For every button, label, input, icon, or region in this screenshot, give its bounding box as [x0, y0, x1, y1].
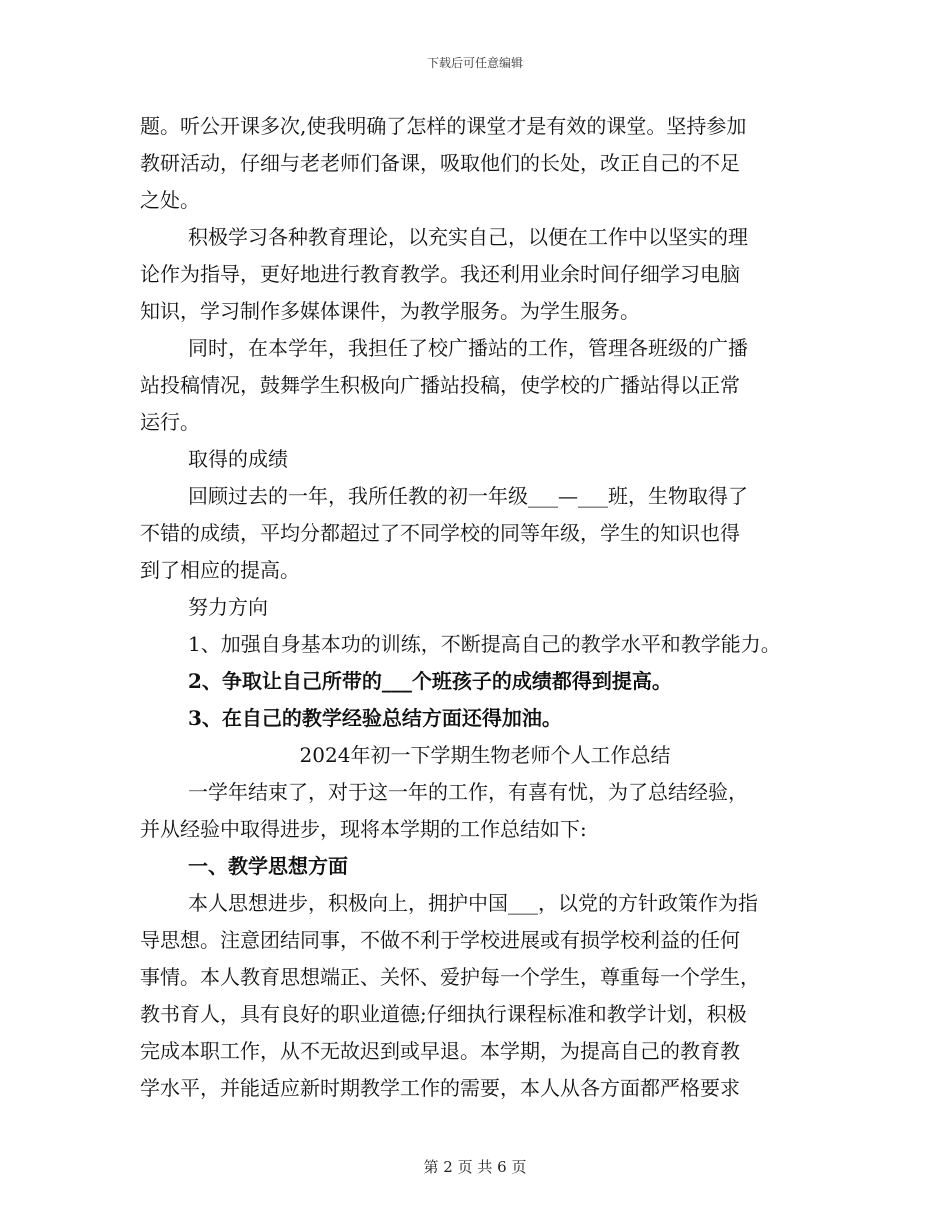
text-line: 运行。 [140, 410, 200, 434]
page-header: 下载后可任意编辑 [426, 56, 523, 70]
section-heading: 一、教学思想方面 [188, 854, 348, 878]
paragraph-start: 一学年结束了，对于这一年的工作，有喜有忧，为了总结经验， [188, 780, 748, 804]
text-line: 导思想。注意团结同事，不做不利于学校进展或有损学校利益的任何 [140, 928, 740, 952]
paragraph-start: 积极学习各种教育理论，以充实自己，以便在工作中以坚实的理 [188, 225, 748, 249]
text-line: 并从经验中取得进步，现将本学期的工作总结如下: [140, 817, 587, 841]
list-item: 3、在自己的教学经验总结方面还得加油。 [188, 706, 562, 730]
text-line: 之处。 [140, 188, 200, 212]
list-item: 1、加强自身基本功的训练，不断提高自己的教学水平和教学能力。 [188, 632, 781, 656]
text-line: 完成本职工作，从不无故迟到或早退。本学期，为提高自己的教育教 [140, 1039, 740, 1063]
text-line: 不错的成绩，平均分都超过了不同学校的同等年级，学生的知识也得 [140, 521, 740, 545]
text-line: 到了相应的提高。 [140, 558, 300, 582]
document-body [140, 108, 830, 1107]
text-line: 教书育人，具有良好的职业道德;仔细执行课程标准和教学计划，积极 [140, 1002, 747, 1026]
text-line: 学水平，并能适应新时期教学工作的需要，本人从各方面都严格要求 [140, 1076, 740, 1100]
text-line: 论作为指导，更好地进行教育教学。我还利用业余时间仔细学习电脑 [140, 262, 740, 286]
text-line: 教研活动，仔细与老老师们备课，吸取他们的长处，改正自己的不足 [140, 151, 740, 175]
section-heading: 取得的成绩 [188, 447, 288, 471]
text-line: 事情。本人教育思想端正、关怀、爱护每一个学生，尊重每一个学生， [140, 965, 760, 989]
text-line: 站投稿情况，鼓舞学生积极向广播站投稿，使学校的广播站得以正常 [140, 373, 740, 397]
text-line: 知识，学习制作多媒体课件，为教学服务。为学生服务。 [140, 299, 640, 323]
page-footer: 第 2 页 共 6 页 [423, 1158, 527, 1176]
text-line: 题。听公开课多次,使我明确了怎样的课堂才是有效的课堂。坚持参加 [140, 114, 747, 138]
list-item: 2、争取让自己所带的___个班孩子的成绩都得到提高。 [188, 669, 672, 693]
paragraph-start: 同时，在本学年，我担任了校广播站的工作，管理各班级的广播 [188, 336, 748, 360]
document-title: 2024年初一下学期生物老师个人工作总结 [299, 743, 671, 767]
paragraph-start: 回顾过去的一年，我所任教的初一年级___—___班，生物取得了 [188, 484, 748, 508]
paragraph-start: 本人思想进步，积极向上，拥护中国___，以党的方针政策作为指 [188, 891, 758, 915]
section-heading: 努力方向 [188, 595, 268, 619]
